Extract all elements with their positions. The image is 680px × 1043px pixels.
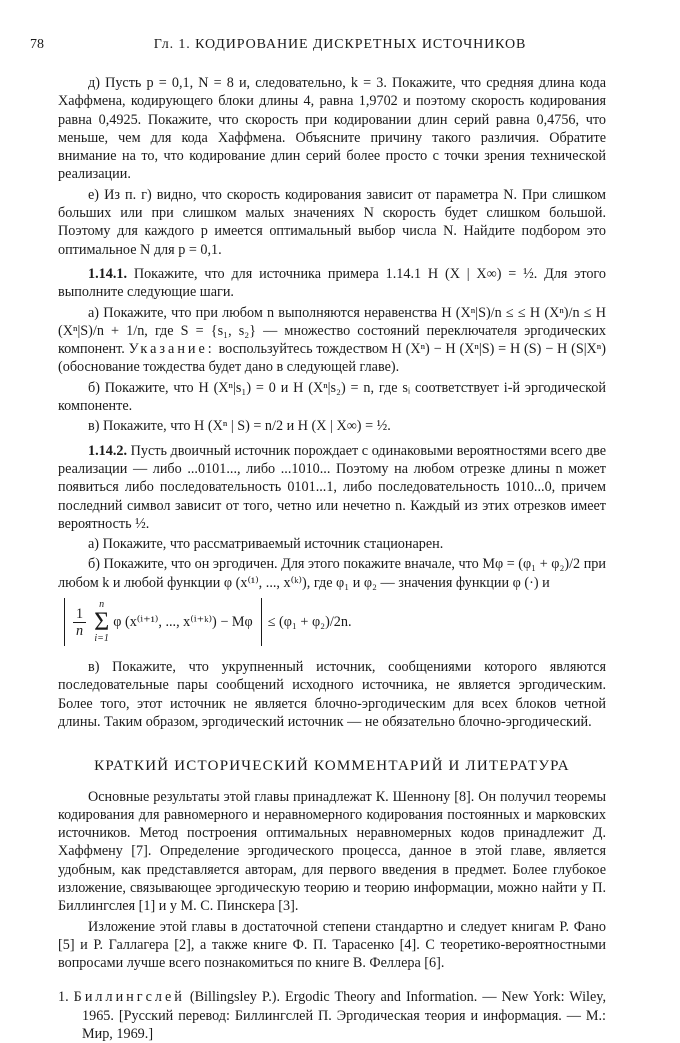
absolute-value-box xyxy=(64,598,262,646)
hint-label: Указание: xyxy=(128,341,215,358)
part-a-end: воспользуйтесь тождеством H (Xⁿ) − H (Xⁿ|S) = H (S) − H (S|Xⁿ) (обоснование тождества будет дано в следующей главе). xyxy=(58,341,606,376)
sum-upper-limit: n xyxy=(99,599,105,611)
section-title: КРАТКИЙ ИСТОРИЧЕСКИЙ КОММЕНТАРИЙ И ЛИТЕРАТУРА xyxy=(94,758,570,775)
problem-1-14-1-b: б) Покажите, что H (Xⁿ|s₁) = 0 и H (Xⁿ|s₂) = n, где sᵢ соответствует i-й эргодической компоненте. xyxy=(58,379,606,415)
problem-number: 1.14.1. xyxy=(88,265,128,282)
reference-1 xyxy=(58,988,606,1043)
problem-1-14-1 xyxy=(58,265,606,302)
problem-text: Пусть двоичный источник порождает с одинаковыми вероятностями всего две реализации — либо ...0101..., либо ...1010... Поэтому на любом отрезке длины n может появиться либо последовательность 0101...1, либо последовательность 1010...0, причем последний символ зависит от того, четно или нечетно n. Каждый из этих отрезков имеет вероятность ½. xyxy=(58,442,606,532)
fraction xyxy=(73,606,86,639)
reference-author: Биллингслей xyxy=(73,989,185,1006)
paragraph-exercise-d: д) Пусть p = 0,1, N = 8 и, следовательно, k = 3. Покажите, что средняя длина кода Хаффмена, кодирующего блоки длины 4, равна 1,9702 и поэтому скорость кодирования равна 0,4925. Покажите, что скорость при кодировании длин серий равна 0,4756, что меньше, чем для кода Хаффмена. Объясните причину такого различия. Обратите внимание на то, что кодирование длин серий более просто с точки зрения технической реализации. xyxy=(58,75,606,183)
problem-number: 1.14.2. xyxy=(88,442,128,459)
summation xyxy=(94,600,109,644)
commentary-paragraph-2: Изложение этой главы в достаточной степени стандартно и следует книгам Р. Фано [5] и Р. Галлагера [2], а также книге Ф. П. Тарасенко [4]. С теоретико-вероятностными вопросами лучше всего познакомиться по книге В. Феллера [6]. xyxy=(58,918,606,972)
text-block xyxy=(58,74,606,1043)
page-header xyxy=(30,36,650,58)
ergodic-inequality-formula xyxy=(58,598,606,646)
reference-number: 1. xyxy=(58,989,69,1006)
reference-text: (Billingsley P.). Ergodic Theory and Information. — New York: Wiley, 1965. [Русский перевод: Биллингслей П. Эргодическая теория и информация. — М.: Мир, 1969.] xyxy=(82,989,606,1043)
problem-1-14-2-b: б) Покажите, что он эргодичен. Для этого покажите вначале, что Mφ = (φ₁ + φ₂)/2 при любом k и любой функции φ (x⁽¹⁾, ..., x⁽ᵏ⁾), где φ₁ и φ₂ — значения функции φ (·) и xyxy=(58,556,606,591)
problem-1-14-2 xyxy=(58,442,606,533)
problem-1-14-1-c: в) Покажите, что H (Xⁿ | S) = n/2 и H (X | X∞) = ½. xyxy=(88,418,391,435)
running-title: Гл. 1. КОДИРОВАНИЕ ДИСКРЕТНЫХ ИСТОЧНИКОВ xyxy=(153,37,527,52)
problem-1-14-1-a xyxy=(58,304,606,377)
part-a-start: а) Покажите, что при любом n выполняются неравенства H (Xⁿ|S)/n ≤ ≤ H (Xⁿ)/n ≤ H (Xⁿ|S)/n + 1/n, где S = {s₁, s₂} — множество состояний переключателя эргодических компонент. xyxy=(58,304,606,358)
problem-1-14-2-a: а) Покажите, что рассматриваемый источник стационарен. xyxy=(88,536,444,553)
problem-text: Покажите, что для источника примера 1.14.1 H (X | X∞) = ½. Для этого выполните следующие шаги. xyxy=(58,265,606,301)
fraction-denominator: n xyxy=(76,622,84,639)
fraction-numerator: 1 xyxy=(73,606,86,623)
commentary-paragraph-1: Основные результаты этой главы принадлежат К. Шеннону [8]. Он получил теоремы кодирования для равномерного и неравномерного кодирования постоянных и марковских источников. Метод построения оптимальных неравномерных кодов принадлежит Д. Хаффмену [7]. Определение эргодического процесса, данное в этой главе, является удобным, как представляется авторам, для первого введения в предмет. Более глубокое изложение, связывающее эргодическую теорию и теорию информации, можно найти у П. Биллингслея [1] и у М. С. Пинскера [3]. xyxy=(58,788,606,915)
summand: φ (x⁽ⁱ⁺¹⁾, ..., x⁽ⁱ⁺ᵏ⁾) − Mφ xyxy=(113,613,253,630)
problem-1-14-2-c: в) Покажите, что укрупненный источник, сообщениями которого являются последовательные пары сообщений исходного источника, не является эргодическим. Более того, этот источник не является блочно-эргодическим для всех блоков четной длины. Таким образом, эргодический источник — не обязательно блочно-эргодический. xyxy=(58,659,606,730)
paragraph-exercise-e: е) Из п. г) видно, что скорость кодирования зависит от параметра N. При слишком больших или при слишком малых значениях N скорость будет слишком большой. Поэтому для каждого p имеется оптимальный выбор числа N. Найдите подбором это оптимальное N для p = 0,1. xyxy=(58,186,606,258)
sum-lower-limit: i=1 xyxy=(94,633,109,645)
page-number: 78 xyxy=(30,37,44,52)
bound: ≤ (φ₁ + φ₂)/2n. xyxy=(267,613,352,630)
sigma-symbol: Σ xyxy=(94,607,110,637)
